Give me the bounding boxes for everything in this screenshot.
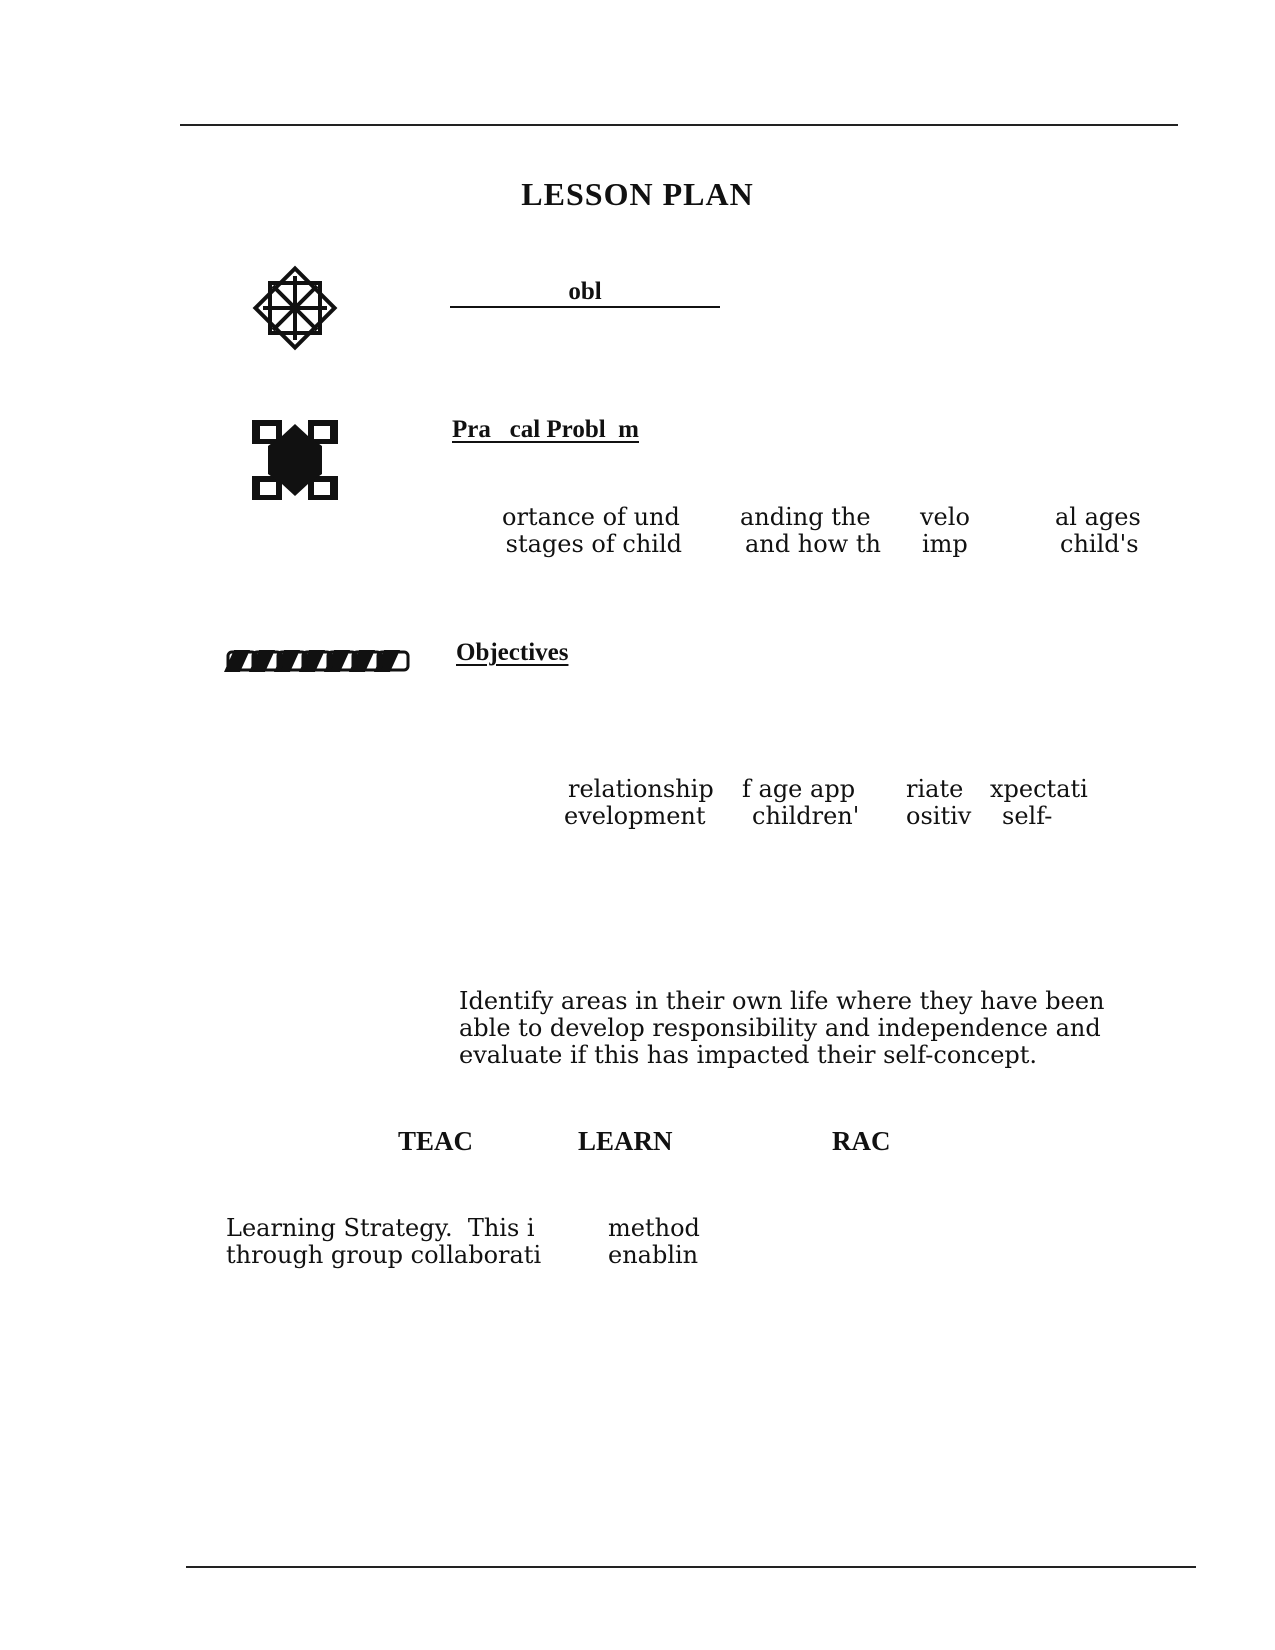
strategy-right-1: method	[608, 1214, 700, 1242]
strategy-line-1: Learning Strategy. This i	[226, 1214, 535, 1242]
obj-fragment-1-4: xpectati	[990, 775, 1088, 803]
obj-fragment-2-1: evelopment	[564, 802, 706, 830]
pp-fragment-2-4: child's	[1060, 530, 1139, 558]
obj-fragment-1-3: riate	[906, 775, 964, 803]
obj-fragment-1-1: relationship	[568, 775, 714, 803]
objectives-heading: Objectives	[456, 639, 569, 666]
pp-fragment-2-1: stages of child	[498, 530, 682, 558]
pp-fragment-1-4: al ages	[1055, 503, 1141, 531]
chain-links-icon	[222, 646, 414, 680]
practical-problem-heading: Pra cal Probl m	[452, 416, 639, 443]
obj-fragment-2-2: children'	[752, 802, 860, 830]
problem-heading	[450, 278, 720, 308]
obj-fragment-2-3: ositiv	[906, 802, 972, 830]
problem-heading-text: obl	[568, 278, 602, 305]
pp-fragment-2-2: and how th	[745, 530, 881, 558]
pp-fragment-2-3: imp	[922, 530, 968, 558]
pp-fragment-1-1: ortance of und	[502, 503, 680, 531]
obj-fragment-2-4: self-	[1002, 802, 1053, 830]
top-rule	[180, 124, 1178, 126]
pinwheel-diamond-icon	[240, 256, 350, 364]
page-title: LESSON PLAN	[521, 176, 754, 212]
objectives-paragraph: Identify areas in their own life where they have been able to develop responsibility and independence and evaluate if this has impacted their self-concept.	[459, 987, 1105, 1069]
four-square-cross-icon	[252, 420, 338, 504]
strategy-right-2: enablin	[608, 1241, 699, 1269]
strategy-line-2: through group collaborati	[226, 1241, 542, 1269]
pp-fragment-1-3: velo	[920, 503, 970, 531]
pp-fragment-1-2: anding the	[740, 503, 871, 531]
strategy-heading-teac: TEAC	[398, 1126, 474, 1156]
strategy-heading-rac: RAC	[832, 1126, 891, 1156]
strategy-heading-learn: LEARN	[578, 1126, 673, 1156]
obj-fragment-1-2: f age app	[742, 775, 856, 803]
bottom-rule	[186, 1566, 1196, 1568]
